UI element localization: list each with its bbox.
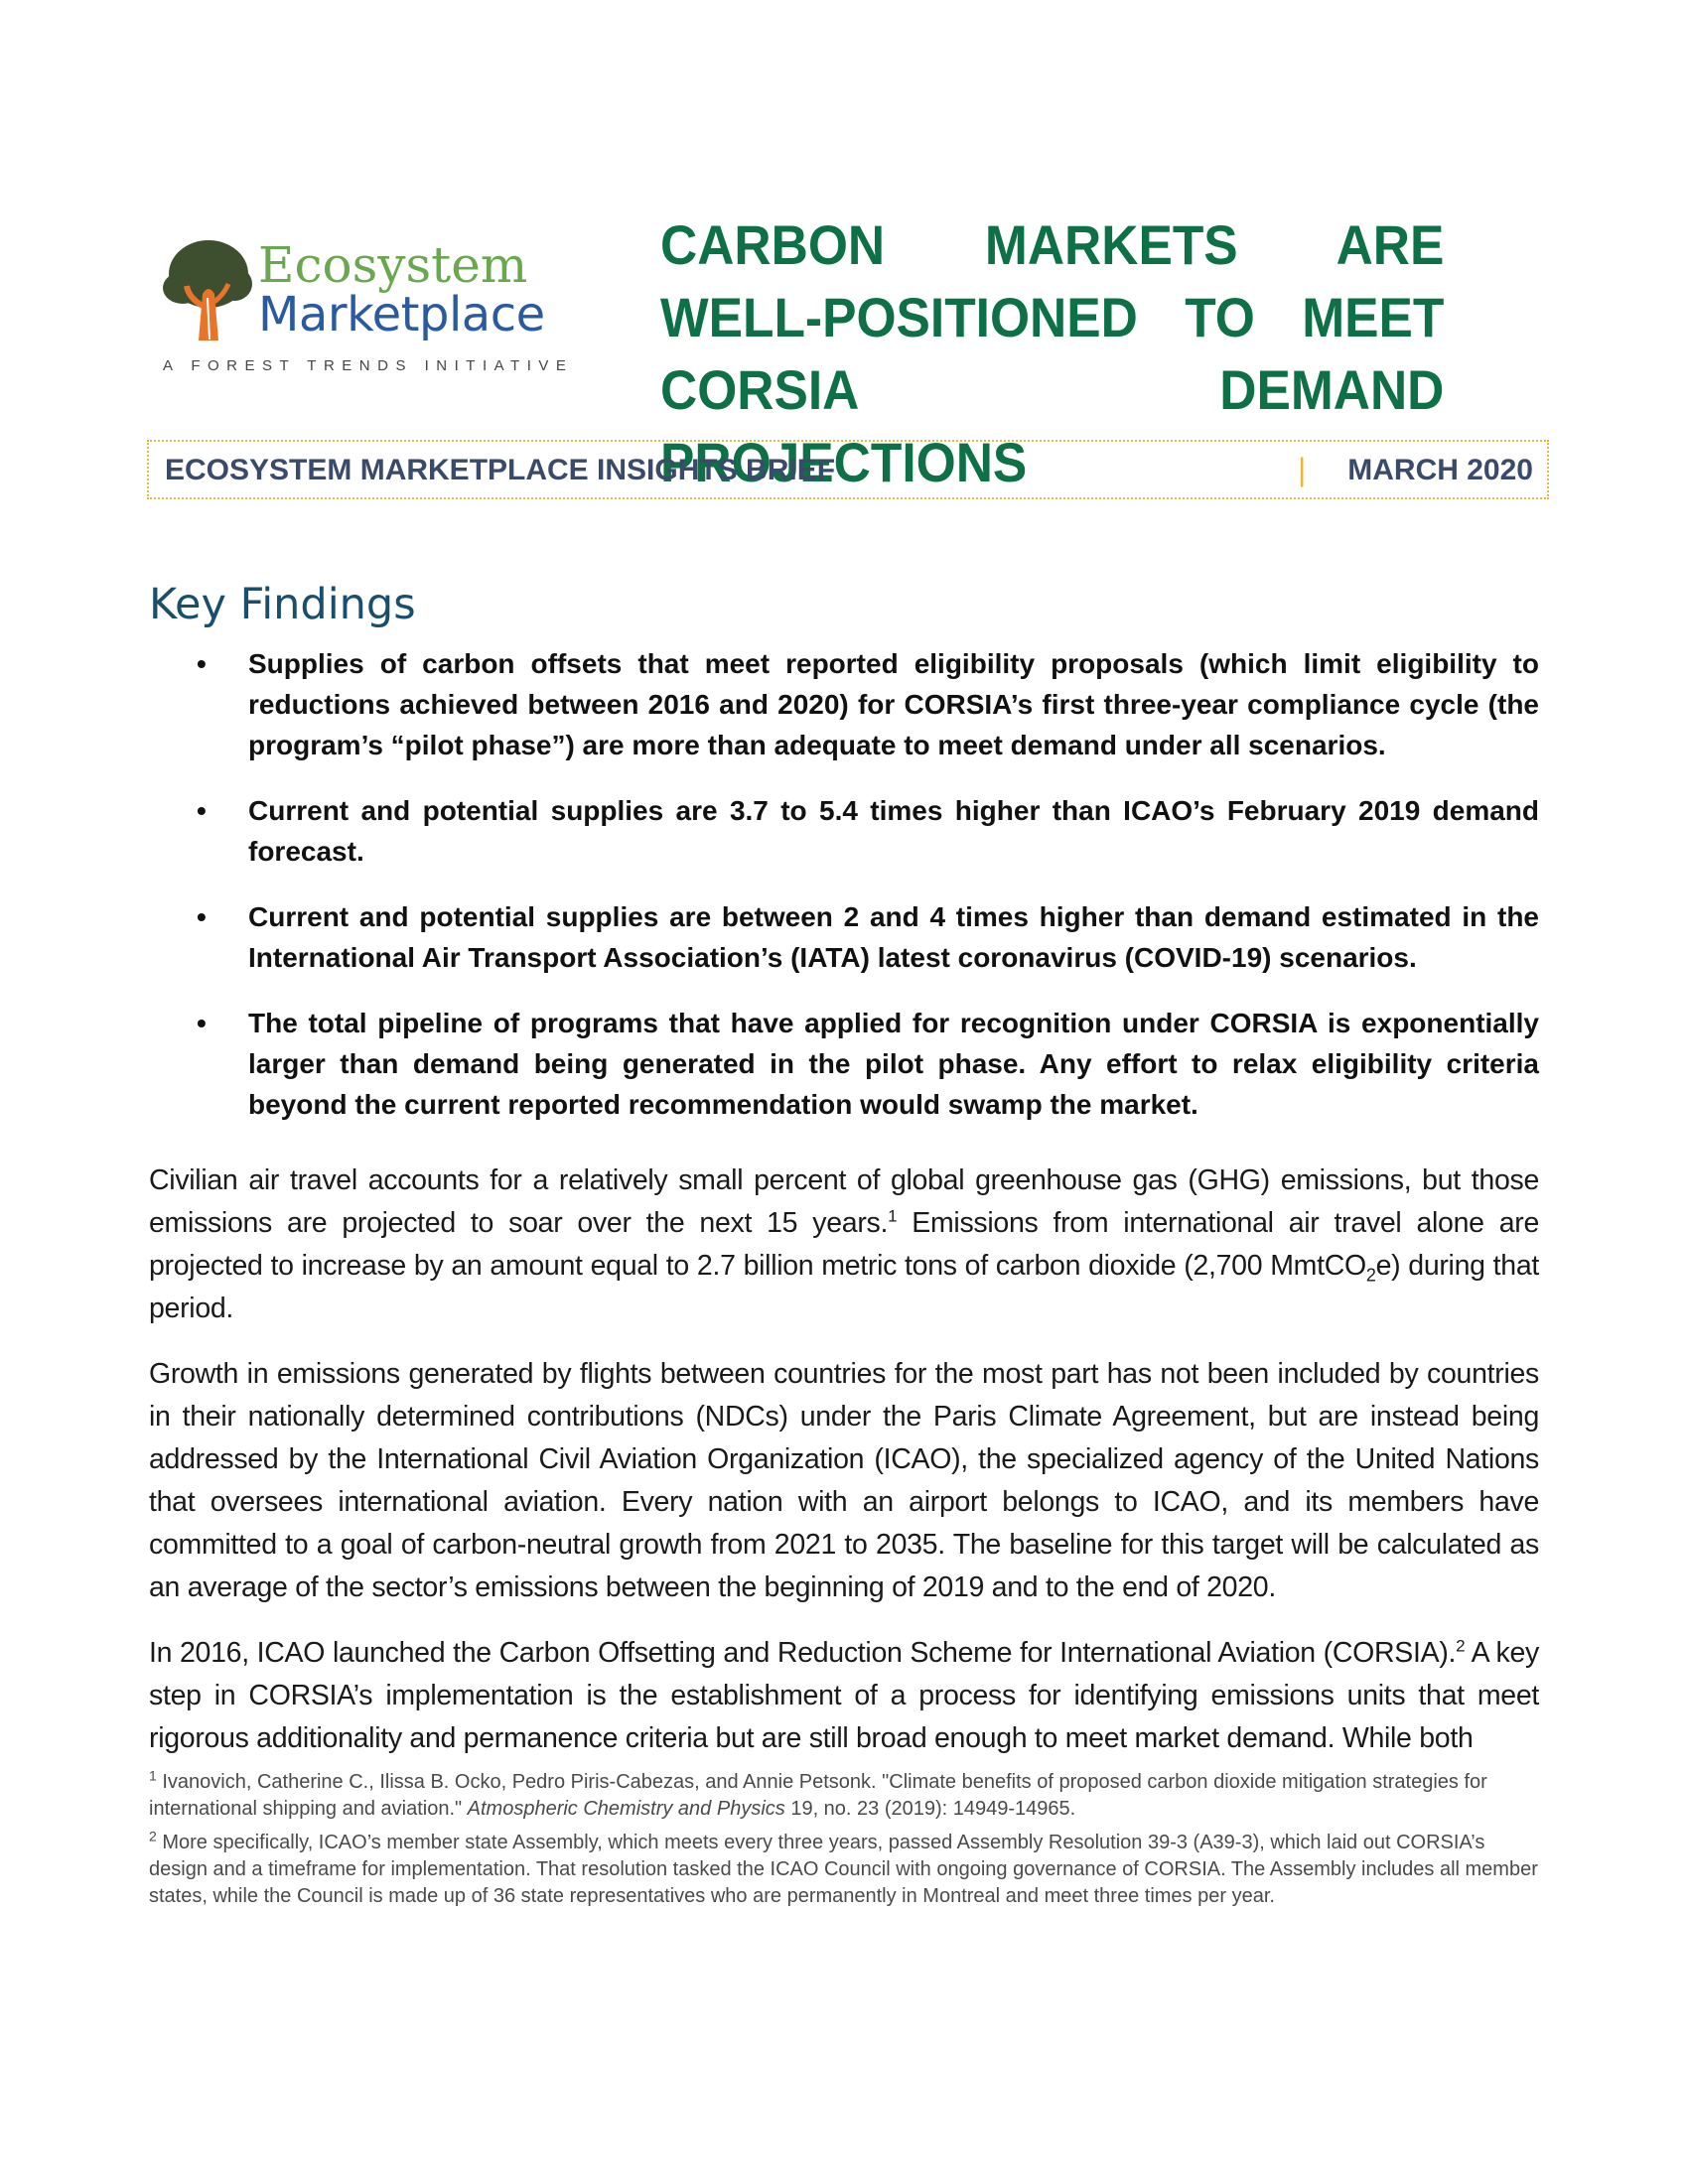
list-item <box>149 643 1539 765</box>
finding-text: The total pipeline of programs that have applied for recognition under CORSIA is exponentially larger than demand being generated in the pilot phase. Any effort to relax eligibility criteria beyond the current reported recommendation would swamp the market. <box>248 1008 1539 1120</box>
paragraph-text: Civilian air travel accounts for a relatively small percent of global greenhouse gas (GHG) emissions, but those emissions are projected to soar over the next 15 years. <box>149 1164 1539 1239</box>
bullet-icon: • <box>197 795 207 826</box>
footnote-text: 19, no. 23 (2019): 14949-14965. <box>784 1798 1076 1820</box>
footnote-1 <box>149 1769 1539 1823</box>
logo-word-ecosystem: Ecosystem <box>258 236 528 294</box>
subscript-2: 2 <box>1365 1265 1376 1286</box>
brief-label: ECOSYSTEM MARKETPLACE INSIGHTS BRIEF <box>165 454 836 486</box>
logo <box>159 236 574 385</box>
footnotes <box>149 1769 1539 1917</box>
finding-text: Supplies of carbon offsets that meet reported eligibility proposals (which limit eligibility to reductions achieved between 2016 and 2020) for CORSIA’s first three-year compliance cycle (the program’s “pilot phase”) are more than adequate to meet demand under all scenarios. <box>248 648 1539 760</box>
list-item <box>149 1003 1539 1125</box>
paragraph-2: Growth in emissions generated by flights between countries for the most part has not been included by countries in their nationally determined contributions (NDCs) under the Paris Climate Agreement, but are instead being addressed by the International Civil Aviation Organization (ICAO), the specialized agency of the United Nations that oversees international aviation. Every nation with an airport belongs to ICAO, and its members have committed to a goal of carbon-neutral growth from 2021 to 2035. The baseline for this target will be calculated as an average of the sector’s emissions between the beginning of 2019 and to the end of 2020. <box>149 1358 1539 1603</box>
key-findings-heading: Key Findings <box>149 580 416 629</box>
bullet-icon: • <box>197 648 207 679</box>
list-item <box>149 896 1539 978</box>
paragraph-text: In 2016, ICAO launched the Carbon Offsetting and Reduction Scheme for International Aviation (CORSIA). <box>149 1637 1457 1669</box>
footnote-mark: 2 <box>149 1828 157 1844</box>
brief-date: MARCH 2020 <box>1347 454 1533 486</box>
footnote-mark: 1 <box>149 1767 157 1784</box>
brief-separator: | <box>1298 452 1307 487</box>
paragraph-3 <box>149 1632 1539 1760</box>
bullet-icon: • <box>197 901 207 932</box>
finding-text: Current and potential supplies are between 2 and 4 times higher than demand estimated in the International Air Transport Association’s (IATA) latest coronavirus (COVID-19) scenarios. <box>248 901 1539 973</box>
paragraph-1 <box>149 1160 1539 1330</box>
bullet-icon: • <box>197 1008 207 1038</box>
logo-tagline: A FOREST TRENDS INITIATIVE <box>163 357 574 374</box>
footnote-ref-1: 1 <box>888 1206 898 1226</box>
journal-title: Atmospheric Chemistry and Physics <box>467 1798 785 1820</box>
finding-text: Current and potential supplies are 3.7 to 5.4 times higher than ICAO’s February 2019 demand forecast. <box>248 795 1539 867</box>
paragraph-text: A key step in CORSIA’s implementation is the establishment of a process for identifying emissions units that meet rigorous additionality and permanence criteria but are still broad enough to meet market demand. While both <box>149 1637 1539 1754</box>
footnote-2 <box>149 1830 1539 1910</box>
paragraph-text: Emissions from international air travel alone are projected to increase by an amount equal to 2.7 billion metric tons of carbon dioxide (2,700 MmtCO <box>149 1207 1540 1282</box>
footnote-text: Ivanovich, Catherine C., Ilissa B. Ocko, Pedro Piris-Cabezas, and Annie Petsonk. "Climate benefits of proposed carbon dioxide mitigation strategies for international shipping and aviation." <box>149 1771 1487 1820</box>
footnote-text: More specifically, ICAO’s member state Assembly, which meets every three years, passed Assembly Resolution 39-3 (A39-3), which laid out CORSIA’s design and a timeframe for implementation. That resolution tasked the ICAO Council with ongoing governance of CORSIA. The Assembly includes all member states, while the Council is made up of 36 state representatives who are permanently in Montreal and meet three times per year. <box>149 1832 1538 1907</box>
page-title: CARBON MARKETS ARE WELL-POSITIONED TO MEET CORSIA DEMAND PROJECTIONS <box>660 213 1445 493</box>
brief-bar <box>147 440 1549 499</box>
paragraph-text: e) during that period. <box>149 1250 1539 1324</box>
list-item <box>149 790 1539 872</box>
tree-logo-icon <box>159 236 258 345</box>
body-text <box>149 1160 1539 1783</box>
footnote-ref-2: 2 <box>1456 1636 1466 1656</box>
key-findings-list <box>149 643 1539 1150</box>
logo-word-marketplace: Marketplace <box>258 287 545 342</box>
